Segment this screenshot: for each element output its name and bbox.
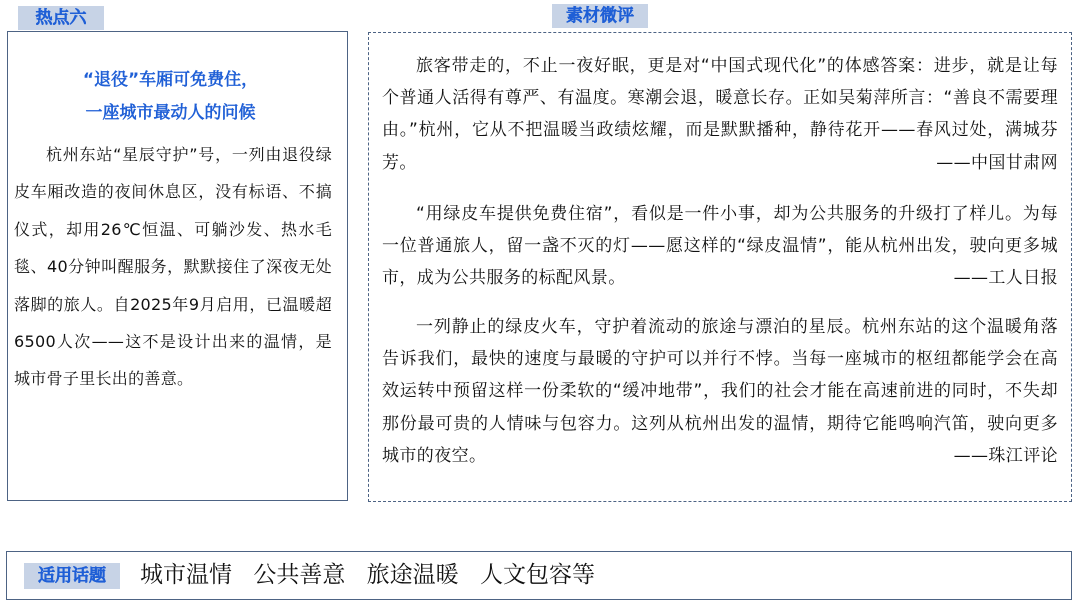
review-source: ——珠江评论 xyxy=(953,445,1058,466)
review-paragraph-text: “用绿皮车提供免费住宿”，看似是一件小事，却为公共服务的升级打了样儿。为每一位普通旅人，留一盏不灭的灯——愿这样的“绿皮温情”，能从杭州出发，驶向更多城市，成为公共服务的标配风景。 xyxy=(382,204,1058,289)
hot-point-label: 热点六 xyxy=(18,6,104,30)
topic-item: 公共善意 xyxy=(253,562,346,588)
review-source: ——中国甘肃网 xyxy=(936,152,1058,173)
review-paragraph-text: 一列静止的绿皮火车，守护着流动的旅途与漂泊的星辰。杭州东站的这个温暖角落告诉我们，最快的速度与最暖的守护可以并行不悖。当每一座城市的枢纽都能学会在高效运转中预留这样一份柔软的“缓冲地带”，我们的社会才能在高速前进的同时，不失却那份最可贵的人情味与包容力。这列从杭州出发的温情，期待它能鸣响汽笛，驶向更多城市的夜空。 xyxy=(382,317,1058,466)
material-review-label: 素材微评 xyxy=(552,4,648,28)
applicable-topics-label: 适用话题 xyxy=(24,563,120,589)
topic-item: 人文包容等 xyxy=(479,562,595,588)
news-title xyxy=(0,64,341,130)
review-paragraph xyxy=(382,311,1058,472)
topic-item: 城市温情 xyxy=(140,562,232,588)
news-body: 杭州东站“星辰守护”号，一列由退役绿皮车厢改造的夜间休息区，没有标语、不搞仪式，却用26℃恒温、可躺沙发、热水毛毯、40分钟叫醒服务，默默接住了深夜无处落脚的旅人。自2025年9月启用，已温暖超6500人次——这不是设计出来的温情，是城市骨子里长出的善意。 xyxy=(14,145,332,389)
review-paragraph xyxy=(382,198,1058,295)
topic-item: 旅途温暖 xyxy=(366,562,459,588)
review-paragraph xyxy=(382,50,1058,179)
topics-list xyxy=(140,558,609,592)
review-source: ——工人日报 xyxy=(953,268,1058,289)
news-title-line-1: “退役”车厢可免费住， xyxy=(82,70,259,90)
news-title-line-2: 一座城市最动人的问候 xyxy=(85,103,256,123)
review-paragraph-text: 旅客带走的，不止一夜好眠，更是对“中国式现代化”的体感答案：进步，就是让每个普通人活得有尊严、有温度。寒潮会退，暖意长存。正如吴菊萍所言：“善良不需要理由。”杭州，它从不把温暖当政绩炫耀，而是默默播种，静待花开——春风过处，满城芬芳。 xyxy=(382,56,1058,173)
